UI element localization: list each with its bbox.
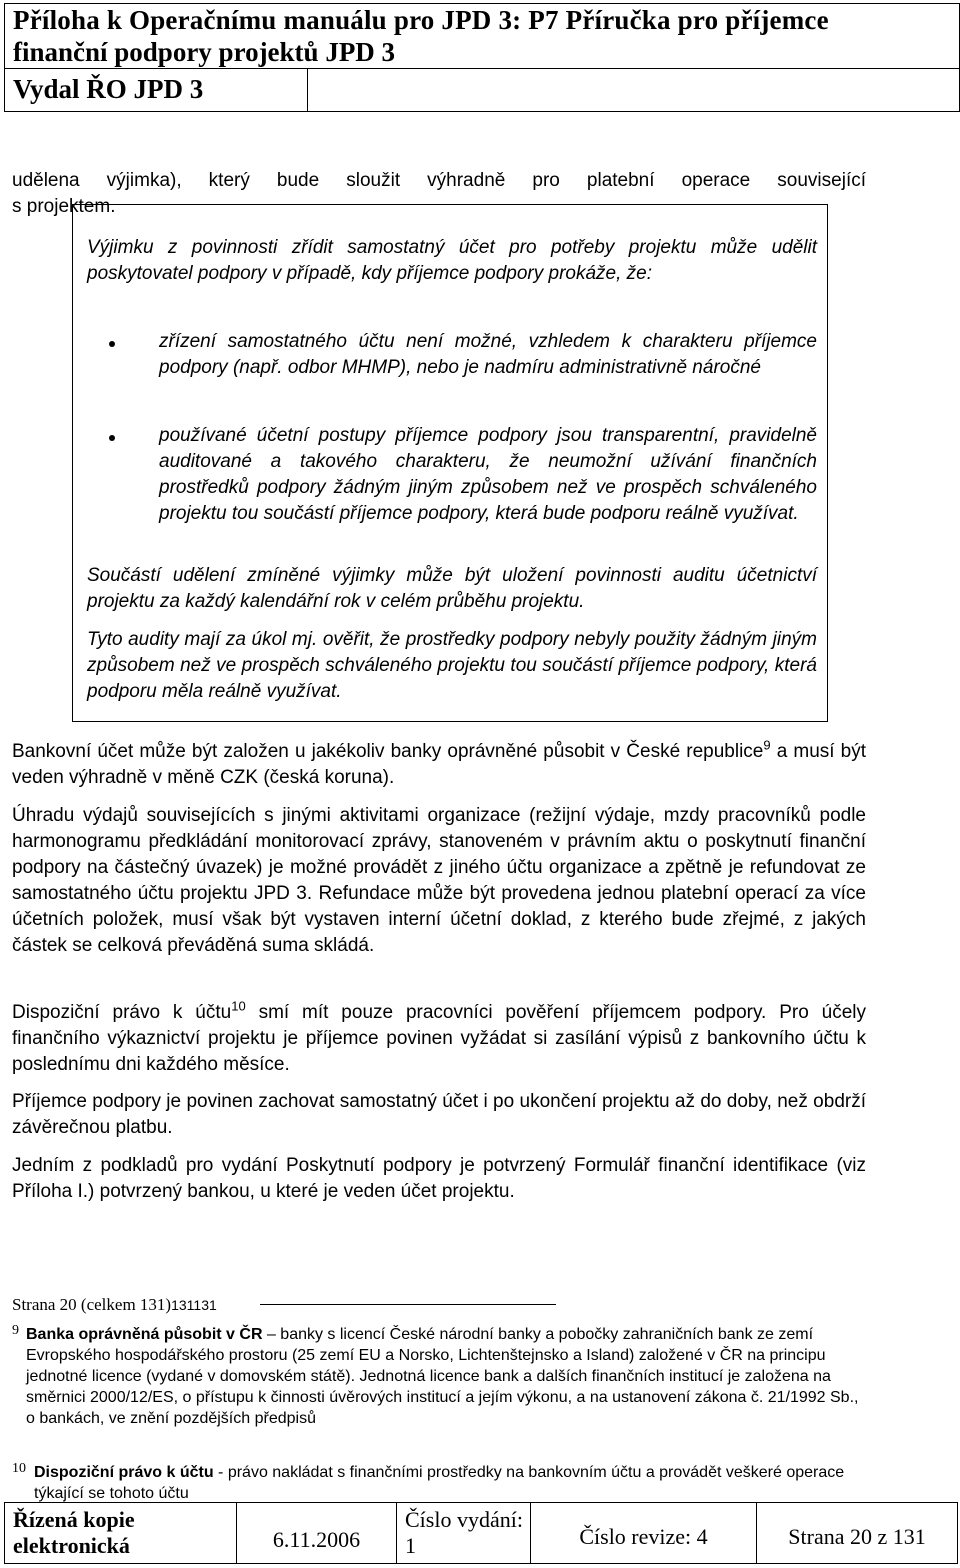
page-counter-small: 131131	[171, 1297, 217, 1313]
footnote-10-term: Dispoziční právo k účtu	[34, 1464, 214, 1481]
exception-box	[72, 204, 828, 722]
box-bullet-1: zřízení samostatného účtu není možné, vzhledem k charakteru příjemce podpory (např. odbor MHMP), nebo je nadmíru administrativně náročné	[159, 331, 817, 378]
paragraph-disposition-text-2: smí mít pouze pracovníci pověření příjemcem podpory. Pro účely finančního výkaznictví projektu je příjemce povinen vyžádat si zasílání výpisů z bankovního účtu k poslednímu dni každého měsíce.	[12, 1002, 867, 1075]
document-header	[4, 3, 960, 112]
paragraph-keep-account: Příjemce podpory je povinen zachovat samostatný účet i po ukončení projektu až do doby, než obdrží závěrečnou platbu.	[12, 1091, 866, 1138]
header-title-line2: finanční podpory projektů JPD 3	[13, 37, 396, 67]
box-bullet-2: používané účetní postupy příjemce podpory jsou transparentní, pravidelně auditované a takového charakteru, že neumožní užívání finančních prostředků podpory žádným jiným způsobem než ve prospěch schváleného projektu tou součástí příjemce podpory, která bude podporu reálně využívat.	[159, 425, 817, 524]
document-footer	[4, 1502, 958, 1564]
intro-line-1: udělena výjimka), který bude sloužit výhradně pro platební operace související	[12, 170, 866, 191]
footnote-10	[12, 1462, 862, 1504]
paragraph-refund: Úhradu výdajů souvisejících s jinými aktivitami organizace (režijní výdaje, mzdy pracovníků podle harmonogramu předkládání monitorovací zprávy, stanoveném v právním aktu o poskytnutí finanční podpory na částečný úvazek) je možné provádět z jiného účtu organizace a zpětně je refundovat ze samostatného účtu projektu JPD 3. Refundace může být provedena jednou platební operací za více účetních položek, musí však být vystaven interní účetní doklad, z kterého bude zřejmé, z jakých částek se celková převáděná suma skládá.	[12, 805, 866, 956]
paragraph-disposition	[12, 1000, 866, 1078]
footnote-10-text	[34, 1462, 862, 1504]
paragraph-bank-account-text: Bankovní účet může být založen u jakékoliv banky oprávněné působit v České republice	[12, 741, 764, 762]
footnote-9-number: 9	[12, 1323, 19, 1338]
footnote-separator	[260, 1304, 556, 1305]
bullet-icon	[109, 341, 115, 347]
intro-line-2: s projektem.	[12, 196, 116, 217]
paragraph-disposition-text: Dispoziční právo k účtu	[12, 1002, 232, 1023]
box-paragraph-2: Součástí udělení zmíněné výjimky může být uložení povinnosti auditu účetnictví projektu za každý kalendářní rok v celém průběhu projektu.	[87, 565, 817, 612]
bullet-icon	[109, 435, 115, 441]
footnote-9-definition: – banky s licencí České národní banky a pobočky zahraničních bank ze zemí Evropského hospodářského prostoru (25 zemí EU a Norsko, Lichtenštejnsko a Island) založené v ČR na principu jednotné licence (vydané v domovském státě). Jednotná licence bank a dalších finančních institucí je založena na směrnici 2000/12/ES, o přístupu k činnosti úvěrových institucí a jejím výkonu, a na ustanovení zákona č. 21/1992 Sb., o bankách, ve znění pozdějších předpisů	[26, 1326, 859, 1427]
header-empty-cell	[308, 69, 959, 111]
header-title-line1: Příloha k Operačnímu manuálu pro JPD 3: P7 Příručka pro příjemce	[13, 5, 829, 35]
paragraph-bank-account-text-2: a musí být veden výhradně v měně CZK (česká koruna).	[12, 741, 866, 788]
header-row-issuer	[5, 68, 959, 111]
footnote-ref-10: 10	[231, 998, 246, 1014]
footer-page-number: Strana 20 z 131	[788, 1524, 926, 1549]
footnote-9-text	[26, 1324, 862, 1429]
footnote-10-number: 10	[12, 1461, 26, 1476]
footnote-10-definition: - právo nakládat s finančními prostředky na bankovním účtu a provádět veškeré operace týkající se tohoto účtu	[34, 1464, 845, 1502]
paragraph-bank-account	[12, 739, 866, 791]
footer-issue-number: Číslo vydání: 1	[397, 1503, 531, 1563]
page-counter	[12, 1294, 217, 1316]
box-paragraph-3: Tyto audity mají za úkol mj. ověřit, že prostředky podpory nebyly použity žádným jiným způsobem než ve prospěch schváleného projektu tou součástí příjemce podpory, která podporu měla reálně využívat.	[87, 629, 817, 702]
footnote-ref-9: 9	[763, 737, 771, 753]
page-counter-text: Strana 20 (celkem 131)	[12, 1295, 172, 1314]
header-issuer: Vydal ŘO JPD 3	[5, 69, 308, 111]
paragraph-identification: Jedním z podkladů pro vydání Poskytnutí podpory je potvrzený Formulář finanční identifikace (viz Příloha I.) potvrzený bankou, u které je veden účet projektu.	[12, 1155, 866, 1202]
footer-copy-type: Řízená kopie elektronická	[5, 1503, 237, 1563]
footer-revision-number: Číslo revize: 4	[531, 1503, 757, 1563]
footer-date: 6.11.2006	[237, 1503, 397, 1563]
footnote-9	[12, 1324, 862, 1450]
footnote-9-term: Banka oprávněná působit v ČR	[26, 1326, 263, 1343]
box-paragraph-1: Výjimku z povinnosti zřídit samostatný účet pro potřeby projektu může udělit poskytovatel podpory v případě, kdy příjemce podpory prokáže, že:	[87, 237, 817, 284]
